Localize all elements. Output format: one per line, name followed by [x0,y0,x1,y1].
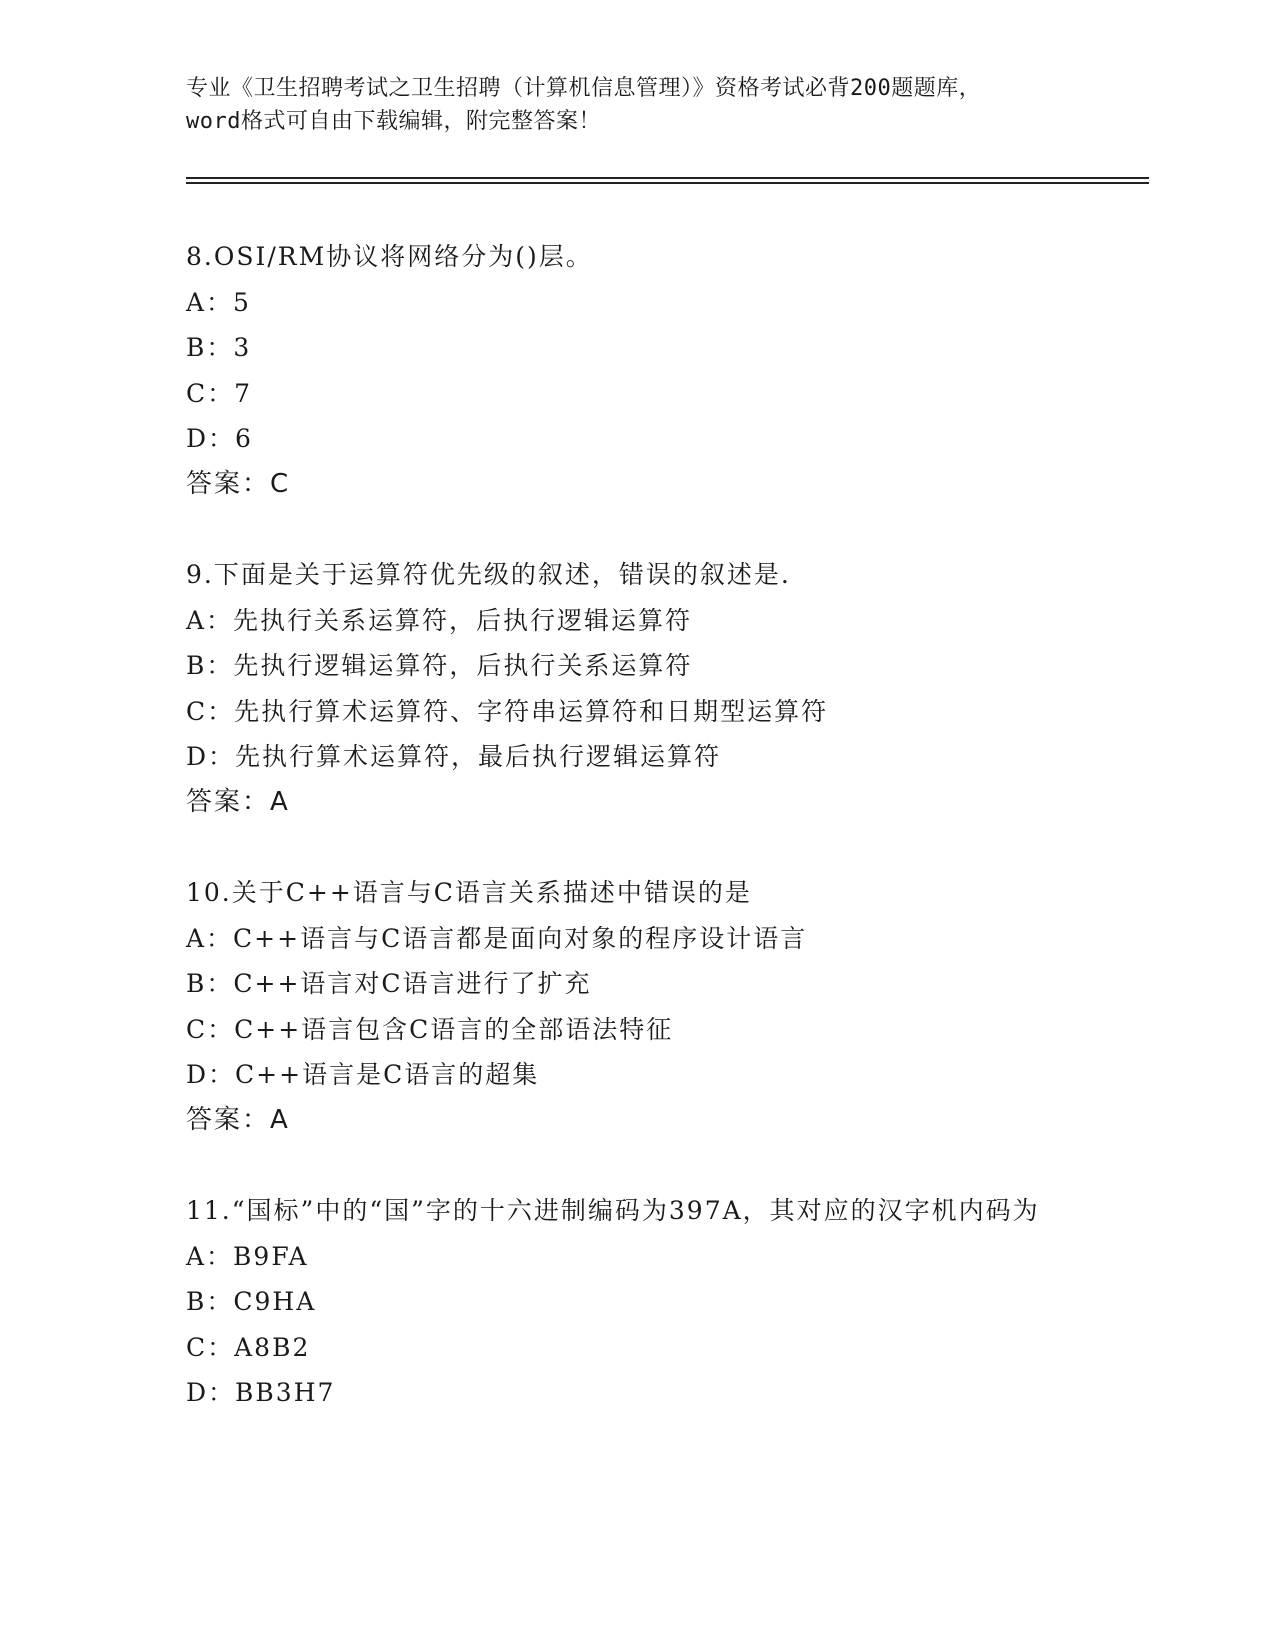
question-stem: 10.关于C++语言与C语言关系描述中错误的是 [186,878,752,907]
option-a: A：先执行关系运算符，后执行逻辑运算符 [186,605,693,635]
header-subtitle-line: word格式可自由下载编辑，附完整答案！ [186,109,601,134]
option-d: D：BB3H7 [186,1378,336,1407]
answer-line: 答案：A [186,1104,290,1135]
option-b: B：先执行逻辑运算符，后执行关系运算符 [186,651,693,680]
option-a: A：B9FA [186,1241,309,1271]
option-c: C：C++语言包含C语言的全部语法特征 [186,1014,674,1044]
option-b: B：C9HA [186,1287,317,1316]
option-d: D：先执行算术运算符，最后执行逻辑运算符 [186,742,722,771]
question-10 [186,870,1086,1143]
option-c: C：7 [186,378,253,408]
answer-line: 答案：A [186,786,290,817]
question-11 [186,1188,1086,1416]
answer-line: 答案：C [186,468,291,499]
question-stem: 11.“国标”中的“国”字的十六进制编码为397A，其对应的汉字机内码为 [186,1196,1040,1225]
question-8 [186,234,1086,507]
question-9 [186,552,1086,825]
question-stem: 9.下面是关于运算符优先级的叙述，错误的叙述是. [186,560,791,589]
document-header [186,72,1086,138]
option-b: B：C++语言对C语言进行了扩充 [186,969,592,998]
option-a: A：5 [186,287,251,317]
option-a: A：C++语言与C语言都是面向对象的程序设计语言 [186,923,808,953]
option-d: D：C++语言是C语言的超集 [186,1060,540,1089]
header-divider-bottom [186,182,1149,184]
option-c: C：A8B2 [186,1332,311,1362]
option-c: C：先执行算术运算符、字符串运算符和日期型运算符 [186,696,829,726]
header-divider-top [186,177,1149,179]
header-title-line: 专业《卫生招聘考试之卫生招聘（计算机信息管理）》资格考试必背200题题库， [186,76,982,101]
option-d: D：6 [186,424,253,453]
question-stem: 8.OSI/RM协议将网络分为()层。 [186,242,593,271]
option-b: B：3 [186,333,252,362]
